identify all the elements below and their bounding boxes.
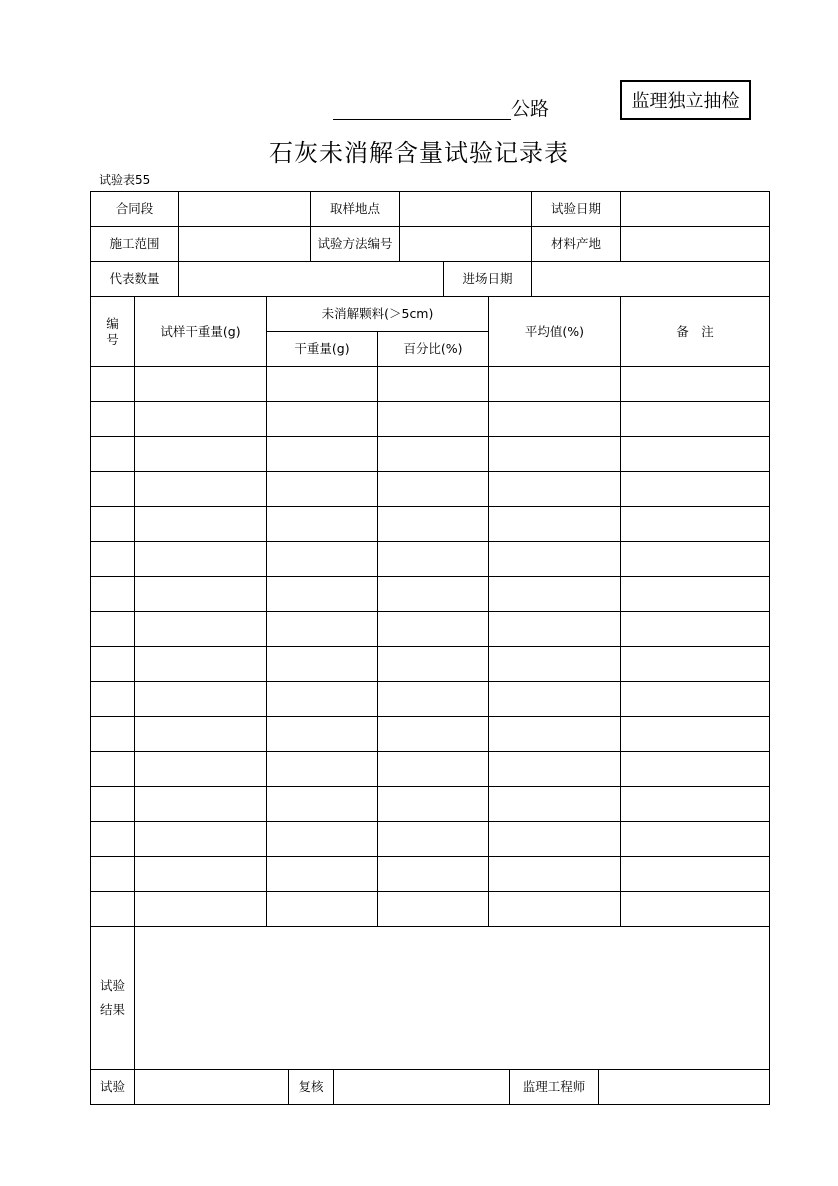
- page-title: 石灰未消解含量试验记录表: [269, 139, 569, 167]
- tester-field[interactable]: [135, 1070, 288, 1104]
- tester-label: 试验: [99, 1079, 125, 1094]
- test-method-no-label: 试验方法编号: [317, 236, 393, 251]
- reviewer-label: 复核: [298, 1079, 324, 1094]
- contract-section-label: 合同段: [115, 201, 154, 216]
- representative-quantity-field[interactable]: [179, 262, 443, 296]
- reviewer-field[interactable]: [334, 1070, 509, 1104]
- test-date-field[interactable]: [621, 192, 769, 226]
- number-header-text: 编号: [106, 315, 119, 347]
- contract-section-field[interactable]: [179, 192, 310, 226]
- construction-range-field[interactable]: [179, 227, 310, 261]
- supervisor-label: 监理工程师: [522, 1079, 586, 1094]
- dry-weight-header: 干重量(g): [294, 341, 350, 356]
- test-result-field[interactable]: [135, 927, 769, 1069]
- entry-date-field[interactable]: [532, 262, 769, 296]
- supervision-stamp: 监理独立抽检: [620, 80, 751, 120]
- unslaked-particles-header: 未消解颗料(＞5cm): [321, 306, 434, 321]
- percentage-header: 百分比(%): [403, 341, 463, 356]
- remarks-header: 备 注: [676, 323, 714, 339]
- test-result-label: 试验结果: [99, 978, 125, 1017]
- material-origin-field[interactable]: [621, 227, 769, 261]
- sampling-location-field[interactable]: [400, 192, 531, 226]
- test-result-label-cell: [91, 927, 134, 1069]
- form-number: 试验表55: [99, 173, 151, 187]
- sample-dry-weight-header: 试样干重量(g): [160, 323, 241, 339]
- average-header: 平均值(%): [524, 323, 585, 339]
- supervisor-field[interactable]: [599, 1070, 769, 1104]
- road-suffix: 公路: [511, 98, 550, 120]
- number-header: [91, 297, 134, 366]
- sampling-location-label: 取样地点: [329, 201, 380, 216]
- test-date-label: 试验日期: [550, 201, 601, 216]
- entry-date-label: 进场日期: [462, 271, 513, 286]
- material-origin-label: 材料产地: [550, 236, 601, 251]
- construction-range-label: 施工范围: [109, 236, 160, 251]
- representative-quantity-label: 代表数量: [109, 271, 160, 286]
- test-method-no-field[interactable]: [400, 227, 531, 261]
